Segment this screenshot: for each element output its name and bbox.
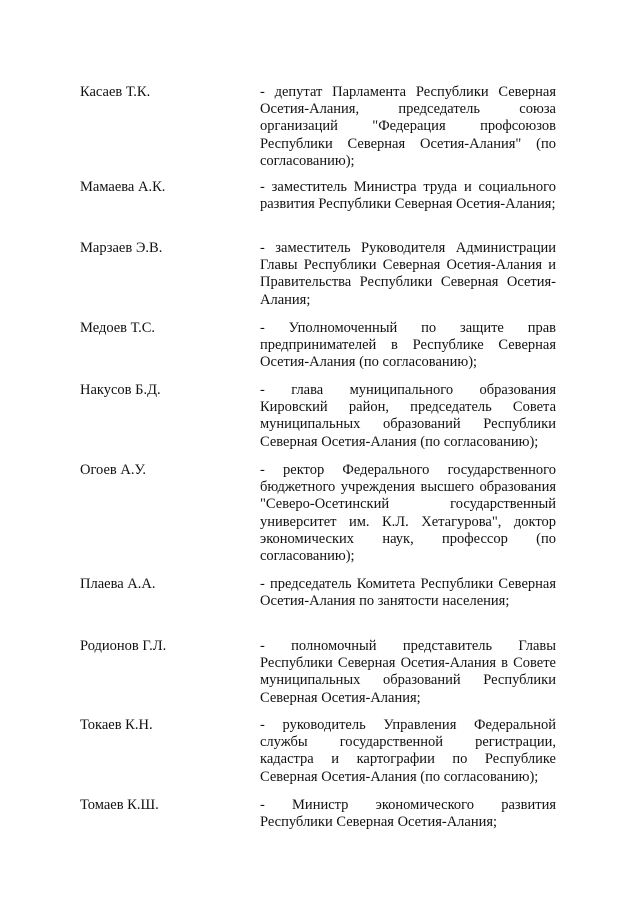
member-name: Томаев К.Ш. bbox=[80, 797, 159, 813]
member-description: - председатель Комитета Республики Северная Осетия-Алания по занятости населения; bbox=[260, 576, 556, 610]
member-name: Накусов Б.Д. bbox=[80, 382, 161, 398]
member-description: - заместитель Руководителя Администрации Главы Республики Северная Осетия-Алания и Правительства Республики Северная Осетия-Алания; bbox=[260, 240, 556, 308]
member-description: - заместитель Министра труда и социального развития Республики Северная Осетия-Алания; bbox=[260, 179, 556, 213]
member-name: Огоев А.У. bbox=[80, 462, 147, 478]
member-name: Марзаев Э.В. bbox=[80, 240, 163, 256]
member-name: Родионов Г.Л. bbox=[80, 638, 167, 654]
member-description: - депутат Парламента Республики Северная Осетия-Алания, председатель союза организаций "Федерация профсоюзов Республики Северная Осетия-Алания" (по согласованию); bbox=[260, 84, 556, 169]
member-description: - глава муниципального образования Кировский район, председатель Совета муниципальных образований Республики Северная Осетия-Алания (по согласованию); bbox=[260, 382, 556, 450]
member-name: Касаев Т.К. bbox=[80, 84, 151, 100]
member-name: Токаев К.Н. bbox=[80, 717, 153, 733]
member-name: Медоев Т.С. bbox=[80, 320, 155, 336]
member-description: - ректор Федерального государственного бюджетного учреждения высшего образования "Северо-Осетинский государственный университет им. К.Л. Хетагурова", доктор экономических наук, профессор (по согласованию); bbox=[260, 462, 556, 565]
member-description: - Министр экономического развития Республики Северная Осетия-Алания; bbox=[260, 797, 556, 831]
member-description: - Уполномоченный по защите прав предпринимателей в Республике Северная Осетия-Алания (по согласованию); bbox=[260, 320, 556, 371]
member-description: - руководитель Управления Федеральной службы государственной регистрации, кадастра и картографии по Республике Северная Осетия-Алания (по согласованию); bbox=[260, 717, 556, 785]
member-name: Плаева А.А. bbox=[80, 576, 156, 592]
member-name: Мамаева А.К. bbox=[80, 179, 166, 195]
member-description: - полномочный представитель Главы Республики Северная Осетия-Алания в Совете муниципальных образований Республики Северная Осетия-Алания; bbox=[260, 638, 556, 706]
